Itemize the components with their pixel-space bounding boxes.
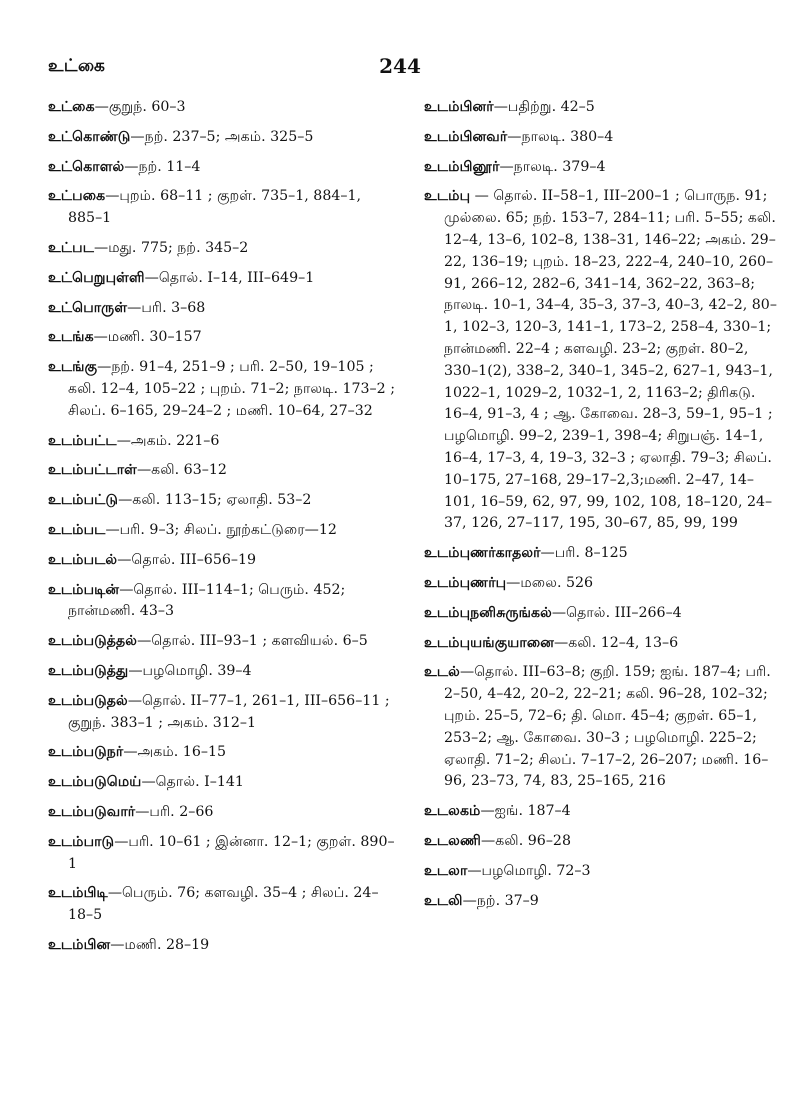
entry-references: —பரி. 8–125 (540, 545, 628, 562)
index-entry (424, 831, 782, 853)
index-entry (48, 238, 396, 260)
index-entry (48, 357, 396, 422)
entry-references: —கலி. 63–12 (136, 462, 227, 479)
entry-references: —பதிற்று. 42–5 (493, 99, 595, 115)
index-entry (424, 603, 782, 625)
entry-references: —தொல். III–114–1; பெரும். 452; நான்மணி. 43–3 (68, 581, 346, 620)
entry-references: —தொல். III–266–4 (551, 604, 682, 621)
entry-headword: உட்பகை (48, 188, 106, 205)
entry-references: —நாலடி. 380–4 (507, 128, 614, 145)
entry-headword: உடம்படுநர் (48, 744, 124, 761)
index-entry (48, 460, 396, 482)
entry-references: —மலை. 526 (506, 574, 594, 591)
index-entry (424, 573, 782, 595)
entry-references: —நற். 91–4, 251–9 ; பரி. 2–50, 19–105 ; கலி. 12–4, 105–22 ; புறம். 71–2; நாலடி. 173–2 ; சிலப். 6–165, 29–24–2 ; மணி. 10–64, 27–32 (68, 359, 395, 419)
entry-headword: உடம்பினர் (424, 99, 494, 115)
entry-references: —பரி. 3–68 (127, 299, 206, 316)
entry-headword: உடங்க (48, 329, 94, 346)
entry-headword: உடம்படுவார் (48, 803, 136, 820)
index-entry (48, 742, 396, 764)
index-entry (424, 891, 782, 913)
index-entry (48, 935, 396, 957)
index-entry (424, 543, 782, 565)
entry-references: —தொல். III–656–19 (117, 551, 257, 568)
entry-headword: உட்கொளல் (48, 158, 125, 175)
index-entry (48, 298, 396, 320)
entry-references: —புறம். 68–11 ; குறள். 735–1, 884–1, 885–1 (68, 188, 362, 227)
entry-headword: உட்பட (48, 239, 95, 256)
entry-headword: உடம்பினூர் (424, 158, 500, 175)
index-entry (48, 490, 396, 512)
index-entry (424, 97, 782, 119)
page-number: 244 (379, 54, 421, 78)
entry-headword: உடலணி (424, 832, 482, 849)
entry-headword: உட்கை (48, 99, 95, 115)
index-entry (48, 327, 396, 349)
entry-references: — தொல். II–58–1, III–200–1 ; பொருந. 91; முல்லை. 65; நற். 153–7, 284–11; பரி. 5–55; கலி. 12–4, 13–6, 102–8, 138–31, 146–22; அகம். 29–22, 136–19; புறம். 18–23, 222–4, 240–10, 260–91, 266–12, 282–6, 341–14, 362–22, 363–8; நாலடி. 10–1, 34–4, 35–3, 37–3, 40–3, 42–2, 80–1, 102–3, 120–3, 141–1, 173–2, 258–4, 330–1; நான்மணி. 22–4 ; களவழி. 23–2; குறள். 80–2, 330–1(2), 338–2, 340–1, 345–2, 627–1, 943–1, 1022–1, 1029–2, 1032–1, 2, 1163–2; திரிகடு. 16–4, 91–3, 4 ; ஆ. கோவை. 28–3, 59–1, 95–1 ; பழமொழி. 99–2, 239–1, 398–4; சிறுபஞ். 14–1, 16–4, 17–3, 4, 19–3, 32–3 ; ஏலாதி. 79–3; சிலப். 10–175, 27–168, 29–17–2,3;மணி. 2–47, 14–101, 16–59, 62, 97, 99, 102, 108, 18–120, 24–37, 126, 27–117, 195, 30–67, 85, 99, 199 (444, 188, 777, 532)
entry-references: —தொல். I–141 (141, 774, 244, 791)
index-entry (48, 268, 396, 290)
entry-headword: உட்பெறுபுள்ளி (48, 269, 145, 286)
entry-headword: உடங்கு (48, 359, 98, 376)
entry-headword: உடம்புணர்பு (424, 574, 507, 591)
entry-headword: உடம்படுத்தல் (48, 633, 138, 650)
entry-references: —ஐங். 187–4 (480, 803, 571, 820)
entry-references: —அகம். 221–6 (116, 432, 220, 449)
entry-references: —கலி. 113–15; ஏலாதி. 53–2 (118, 492, 312, 509)
entry-references: —தொல். III–93–1 ; களவியல். 6–5 (137, 633, 368, 650)
index-entry (48, 661, 396, 683)
entry-headword: உட்பொருள் (48, 299, 128, 316)
entry-headword: உடம்படுமெய் (48, 774, 142, 791)
index-entry (48, 520, 396, 542)
index-entry (48, 431, 396, 453)
entry-headword: உடம்புநனிசுருங்கல் (424, 604, 552, 621)
entry-references: —பரி. 2–66 (135, 803, 214, 820)
entry-headword: உடம்பட (48, 521, 106, 538)
entry-references: —மணி. 30–157 (93, 329, 202, 346)
index-entry (48, 802, 396, 824)
entry-references: —தொல். I–14, III–649–1 (144, 269, 315, 286)
left-column (48, 97, 396, 965)
entry-references: —மது. 775; நற். 345–2 (94, 239, 249, 256)
entry-headword: உடலகம் (424, 803, 481, 820)
entry-references: —குறுந். 60–3 (94, 99, 186, 115)
entry-references: —பழமொழி. 39–4 (128, 662, 252, 679)
entry-headword: உடல் (424, 664, 460, 681)
index-entry (48, 97, 396, 119)
entry-references: —பரி. 10–61 ; இன்னா. 12–1; குறள். 890–1 (68, 833, 395, 872)
entry-headword: உடம்புணர்காதலர் (424, 545, 541, 562)
index-entry (48, 883, 396, 927)
entry-references: —நற். 37–9 (462, 892, 539, 909)
entry-headword: உடம்பிடி (48, 885, 108, 902)
entry-headword: உடம்பட்ட (48, 432, 117, 449)
entry-headword: உடம்பாடு (48, 833, 115, 850)
entry-headword: உடம்படின் (48, 581, 120, 598)
index-entry (48, 157, 396, 179)
index-entry (48, 772, 396, 794)
index-entry (48, 631, 396, 653)
index-entry (424, 127, 782, 149)
entry-headword: உடம்படுத்து (48, 662, 129, 679)
entry-headword: உடம்படல் (48, 551, 118, 568)
right-column (424, 97, 782, 920)
entry-headword: உடம்புயங்குயானை (424, 634, 555, 651)
entry-references: —பழமொழி. 72–3 (467, 862, 591, 879)
index-entry (424, 662, 782, 793)
entry-headword: உடம்பின (48, 936, 111, 953)
index-entry (424, 861, 782, 883)
index-entry (48, 550, 396, 572)
entry-references: —பெரும். 76; களவழி. 35–4 ; சிலப். 24–18–5 (68, 885, 379, 924)
index-entry (48, 127, 396, 149)
index-entry (48, 580, 396, 624)
entry-references: —மணி. 28–19 (110, 936, 210, 953)
index-entry (48, 832, 396, 876)
entry-headword: உடம்படுதல் (48, 692, 128, 709)
entry-headword: உடம்பு (424, 188, 471, 205)
entry-headword: உடலா (424, 862, 468, 879)
index-entry (424, 186, 782, 535)
entry-headword: உடம்பினவர் (424, 128, 508, 145)
entry-references: —பரி. 9–3; சிலப். நூற்கட்டுரை—12 (105, 521, 337, 538)
index-entry (424, 801, 782, 823)
entry-headword: உடம்பட்டு (48, 492, 119, 509)
running-head: உட்கை (48, 56, 106, 76)
entry-headword: உடலி (424, 892, 463, 909)
entry-references: —தொல். II–77–1, 261–1, III–656–11 ; குறுந். 383–1 ; அகம். 312–1 (68, 692, 390, 731)
entry-references: —நற். 11–4 (124, 158, 201, 175)
entry-references: —கலி. 96–28 (481, 832, 571, 849)
entry-headword: உடம்பட்டாள் (48, 462, 137, 479)
index-entry (424, 157, 782, 179)
index-entry (424, 633, 782, 655)
entry-references: —அகம். 16–15 (123, 744, 226, 761)
index-entry (48, 691, 396, 735)
entry-references: —நற். 237–5; அகம். 325–5 (130, 128, 314, 145)
index-entry (48, 186, 396, 230)
entry-headword: உட்கொண்டு (48, 128, 131, 145)
entry-references: —கலி. 12–4, 13–6 (554, 634, 679, 651)
entry-references: —தொல். III–63–8; குறி. 159; ஐங். 187–4; பரி. 2–50, 4–42, 20–2, 22–21; கலி. 96–28, 102–32; புறம். 25–5, 72–6; தி. மொ. 45–4; குறள். 65–1, 253–2; ஆ. கோவை. 30–3 ; பழமொழி. 225–2; ஏலாதி. 71–2; சிலப். 7–17–2, 26–207; மணி. 16–96, 23–73, 74, 83, 25–165, 216 (444, 664, 771, 790)
entry-references: —நாலடி. 379–4 (499, 158, 606, 175)
